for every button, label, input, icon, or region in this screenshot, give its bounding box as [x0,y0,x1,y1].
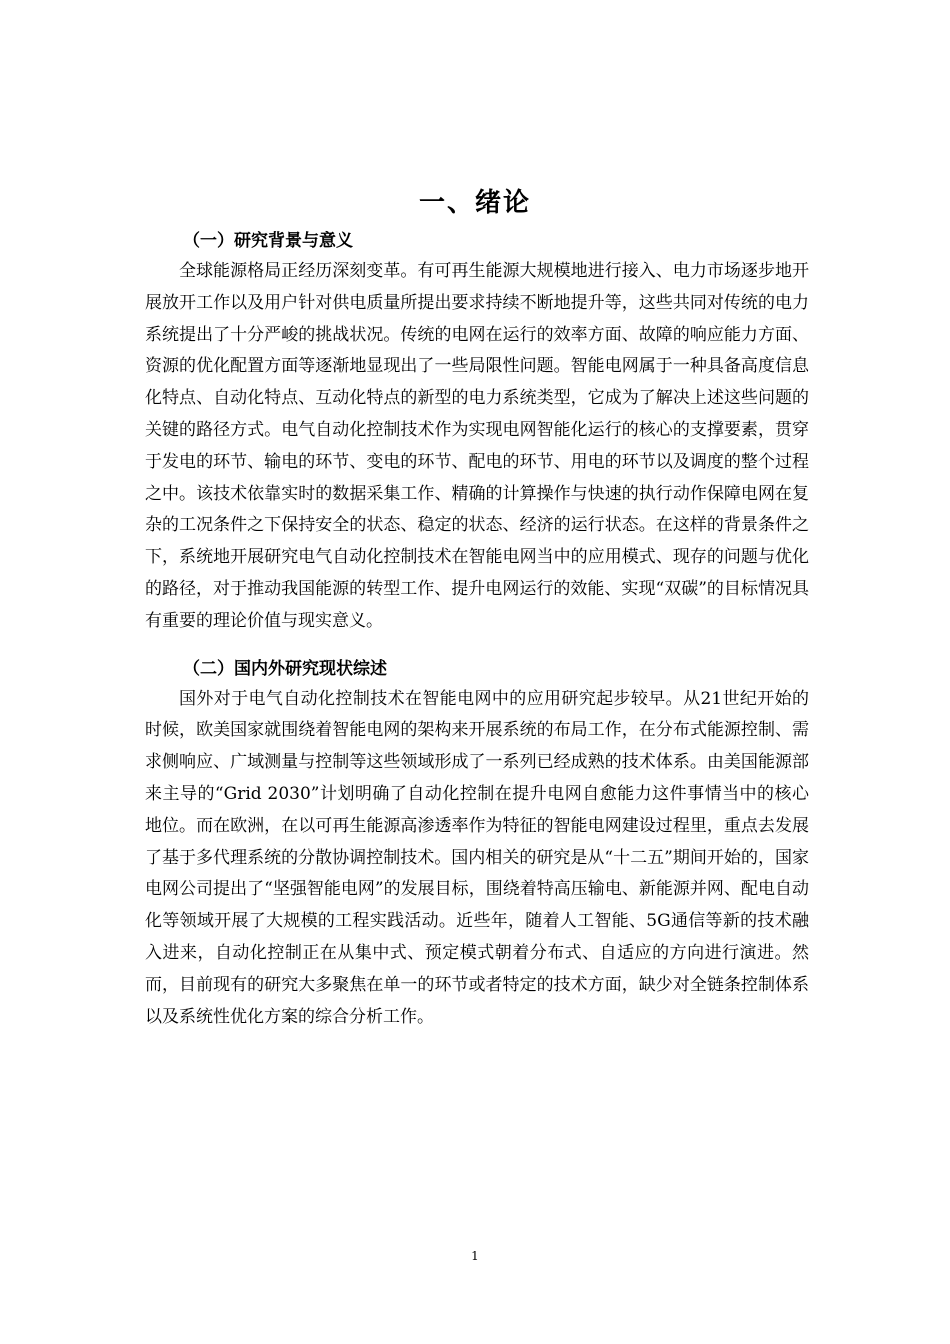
section-heading: （二）国内外研究现状综述 [183,658,387,679]
page-number: 1 [471,1249,479,1263]
section-paragraph: 国外对于电气自动化控制技术在智能电网中的应用研究起步较早。从21世纪开始的时候，欧美国家就围绕着智能电网的架构来开展系统的布局工作，在分布式能源控制、需求侧响应、广域测量与控制等这些领域形成了一系列已经成熟的技术体系。由美国能源部来主导的“Grid 2030”计划明确了自动化控制在提升电网自愈能力这件事情当中的核心地位。而在欧洲，在以可再生能源高渗透率作为特征的智能电网建设过程里，重点去发展了基于多代理系统的分散协调控制技术。国内相关的研究是从“十二五”期间开始的，国家电网公司提出了“坚强智能电网”的发展目标，围绕着特高压输电、新能源并网、配电自动化等领域开展了大规模的工程实践活动。近些年，随着人工智能、5G通信等新的技术融入进来，自动化控制正在从集中式、预定模式朝着分布式、自适应的方向进行演进。然而，目前现有的研究大多聚焦在单一的环节或者特定的技术方面，缺少对全链条控制体系以及系统性优化方案的综合分析工作。 [145,688,809,1027]
section-heading: （一）研究背景与意义 [183,231,353,251]
section-research-status [145,654,809,1034]
chapter-title: 一、绪论 [418,188,531,219]
document-body [145,226,809,1049]
section-paragraph: 全球能源格局正经历深刻变革。有可再生能源大规模地进行接入、电力市场逐步地开展放开工作以及用户针对供电质量所提出要求持续不断地提升等，这些共同对传统的电力系统提出了十分严峻的挑战状况。传统的电网在运行的效率方面、故障的响应能力方面、资源的优化配置方面等逐渐地显现出了一些局限性问题。智能电网属于一种具备高度信息化特点、自动化特点、互动化特点的新型的电力系统类型，它成为了解决上述这些问题的关键的路径方式。电气自动化控制技术作为实现电网智能化运行的核心的支撑要素，贯穿于发电的环节、输电的环节、变电的环节、配电的环节、用电的环节以及调度的整个过程之中。该技术依靠实时的数据采集工作、精确的计算操作与快速的执行动作保障电网在复杂的工况条件之下保持安全的状态、稳定的状态、经济的运行状态。在这样的背景条件之下，系统地开展研究电气自动化控制技术在智能电网当中的应用模式、现存的问题与优化的路径，对于推动我国能源的转型工作、提升电网运行的效能、实现“双碳”的目标情况具有重要的理论价值与现实意义。 [145,261,809,631]
section-research-background [145,226,809,638]
